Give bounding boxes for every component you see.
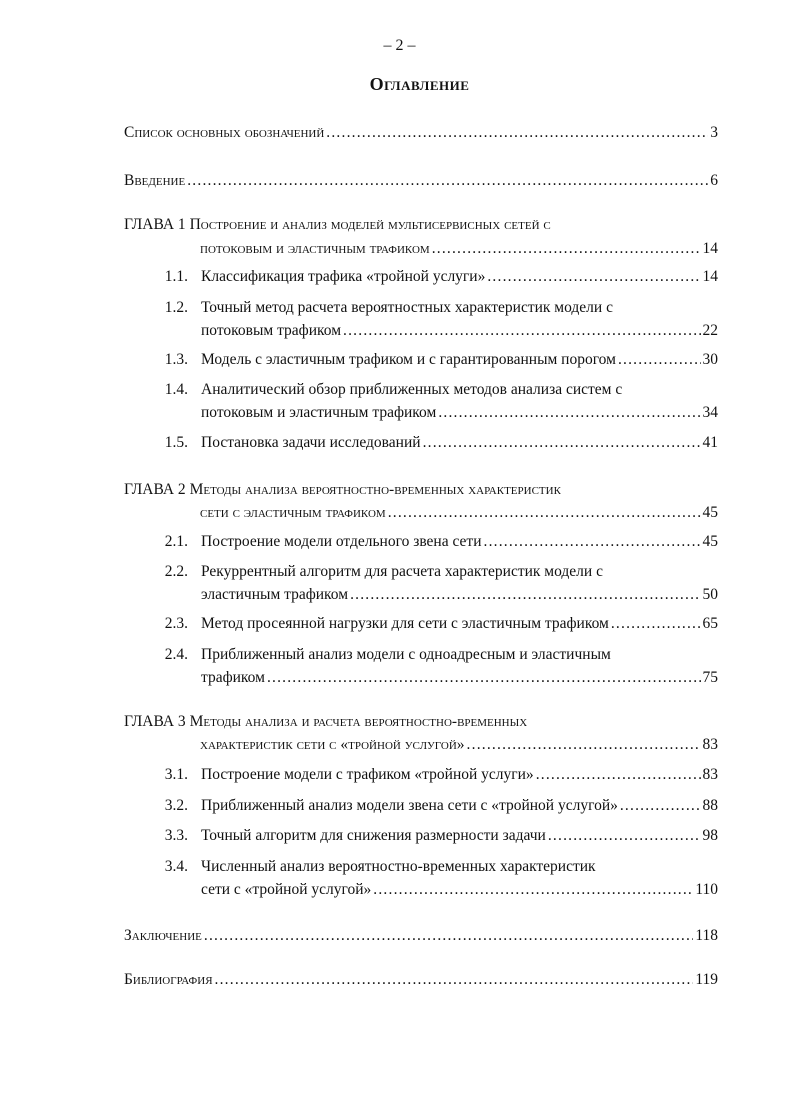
section-number: 1.2.	[164, 299, 188, 316]
chapter-label: ГЛАВА 3	[124, 713, 186, 730]
toc-page-number: 118	[695, 927, 718, 944]
leader-dots	[618, 350, 701, 370]
chapter-title-line1: Построение и анализ моделей мультисервисных сетей с	[189, 216, 551, 233]
toc-section-2-2	[201, 585, 718, 605]
toc-entry-conclusion	[124, 926, 718, 946]
leader-dots	[548, 826, 701, 846]
toc-section-2-4	[201, 668, 718, 688]
section-number: 3.3.	[164, 827, 188, 844]
section-title-line2: эластичным трафиком	[201, 586, 349, 603]
toc-section-1-3	[201, 350, 718, 370]
toc-page-number: 45	[702, 533, 718, 550]
leader-dots	[215, 970, 694, 990]
toc-page-number: 22	[702, 322, 718, 339]
toc-page-number: 119	[695, 971, 718, 988]
toc-section-1-5	[201, 433, 718, 453]
toc-page-number: 98	[702, 827, 718, 844]
toc-section-3-3	[201, 826, 718, 846]
section-title: Постановка задачи исследований	[201, 434, 421, 451]
chapter-title-line1: Методы анализа и расчета вероятностно-временных	[189, 713, 528, 730]
leader-dots	[343, 321, 700, 341]
toc-section-2-1	[201, 532, 718, 552]
leader-dots	[432, 239, 701, 259]
leader-dots	[267, 668, 701, 688]
section-number: 1.5.	[164, 434, 188, 451]
section-number: 1.4.	[164, 381, 188, 398]
toc-page-number: 65	[702, 615, 718, 632]
section-number: 1.3.	[164, 351, 188, 368]
chapter-label: ГЛАВА 1	[124, 216, 186, 233]
toc-page-number: 41	[702, 434, 718, 451]
section-number: 2.4.	[164, 646, 188, 663]
toc-page-number: 88	[702, 797, 718, 814]
chapter-label: ГЛАВА 2	[124, 481, 186, 498]
page-title: Оглавление	[369, 74, 470, 94]
section-title-line1: Точный метод расчета вероятностных характеристик модели с	[201, 299, 613, 316]
section-number: 2.1.	[164, 533, 188, 550]
leader-dots	[204, 926, 693, 946]
section-title: Классификация трафика «тройной услуги»	[201, 268, 486, 285]
leader-dots	[350, 585, 700, 605]
section-number: 3.2.	[164, 797, 188, 814]
leader-dots	[326, 123, 708, 143]
toc-entry-symbols	[124, 123, 718, 143]
section-title-line2: сети с «тройной услугой»	[201, 881, 372, 898]
chapter-2-heading	[124, 480, 561, 500]
leader-dots	[423, 433, 701, 453]
toc-section-2-3	[201, 614, 718, 634]
section-number: 1.1.	[164, 268, 188, 285]
section-number: 3.4.	[164, 858, 188, 875]
leader-dots	[467, 735, 701, 755]
toc-page-number: 83	[702, 736, 718, 753]
toc-entry-text: Введение	[124, 172, 186, 189]
section-number: 2.2.	[164, 563, 188, 580]
toc-page-number: 30	[702, 351, 718, 368]
section-title: Метод просеянной нагрузки для сети с эластичным трафиком	[201, 615, 609, 632]
toc-page-number: 6	[710, 172, 718, 189]
toc-page-number: 14	[702, 240, 718, 257]
section-number: 2.3.	[164, 615, 188, 632]
section-title-line2: потоковым трафиком	[201, 322, 342, 339]
section-title-line2: трафиком	[201, 669, 265, 686]
leader-dots	[487, 267, 700, 287]
toc-entry-text: Список основных обозначений	[124, 124, 325, 141]
toc-entry-text: Заключение	[124, 927, 202, 944]
toc-page-number: 34	[702, 404, 718, 421]
leader-dots	[373, 880, 693, 900]
chapter-1-heading	[124, 215, 551, 235]
toc-section-1-1	[201, 267, 718, 287]
toc-page-number: 50	[702, 586, 718, 603]
toc-entry-text: Библиография	[124, 971, 213, 988]
leader-dots	[187, 171, 708, 191]
chapter-1-title-line2	[200, 239, 718, 259]
toc-section-3-2	[201, 796, 718, 816]
section-title: Точный алгоритм для снижения размерности задачи	[201, 827, 546, 844]
chapter-3-heading	[124, 712, 527, 732]
page-number: – 2 –	[383, 37, 416, 54]
toc-page-number: 3	[710, 124, 718, 141]
chapter-title-line2: сети с эластичным трафиком	[200, 504, 386, 521]
toc-section-3-1	[201, 765, 718, 785]
section-title-line1: Рекуррентный алгоритм для расчета характеристик модели с	[201, 563, 603, 580]
chapter-title-line1: Методы анализа вероятностно-временных характеристик	[189, 481, 561, 498]
chapter-2-title-line2	[200, 503, 718, 523]
section-title-line2: потоковым и эластичным трафиком	[201, 404, 437, 421]
section-title-line1: Численный анализ вероятностно-временных характеристик	[201, 858, 596, 875]
section-number: 3.1.	[164, 766, 188, 783]
leader-dots	[438, 403, 700, 423]
section-title: Построение модели с трафиком «тройной услуги»	[201, 766, 534, 783]
leader-dots	[484, 532, 701, 552]
section-title: Приближенный анализ модели звена сети с «тройной услугой»	[201, 797, 618, 814]
chapter-title-line2: характеристик сети с «тройной услугой»	[200, 736, 465, 753]
section-title-line1: Аналитический обзор приближенных методов анализа систем с	[201, 381, 623, 398]
toc-section-1-2	[201, 321, 718, 341]
toc-page-number: 110	[695, 881, 718, 898]
leader-dots	[388, 503, 701, 523]
toc-page-number: 14	[702, 268, 718, 285]
chapter-3-title-line2	[200, 735, 718, 755]
toc-entry-bibliography	[124, 970, 718, 990]
section-title-line1: Приближенный анализ модели с одноадресным и эластичным	[201, 646, 611, 663]
chapter-title-line2: потоковым и эластичным трафиком	[200, 240, 430, 257]
toc-section-1-4	[201, 403, 718, 423]
leader-dots	[536, 765, 701, 785]
leader-dots	[620, 796, 701, 816]
section-title: Построение модели отдельного звена сети	[201, 533, 482, 550]
leader-dots	[611, 614, 701, 634]
toc-page-number: 45	[702, 504, 718, 521]
toc-page-number: 83	[702, 766, 718, 783]
section-title: Модель с эластичным трафиком и с гарантированным порогом	[201, 351, 616, 368]
toc-entry-introduction	[124, 171, 718, 191]
toc-page-number: 75	[702, 669, 718, 686]
toc-section-3-4	[201, 880, 718, 900]
